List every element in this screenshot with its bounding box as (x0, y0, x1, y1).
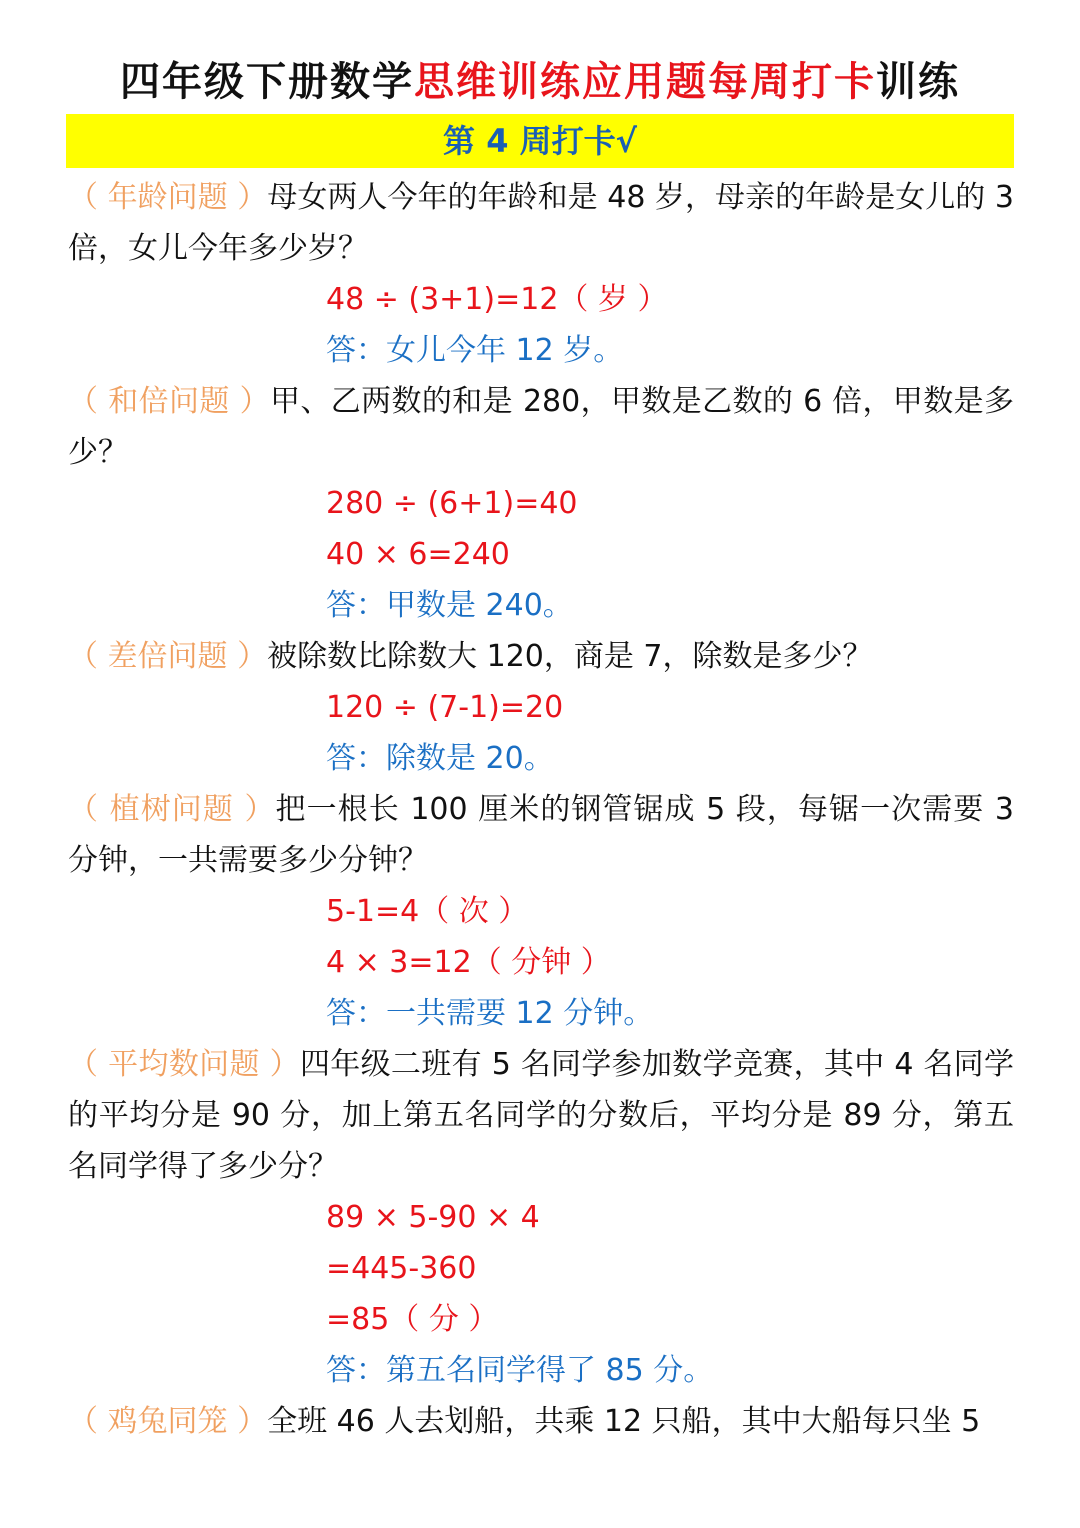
problem-average (68, 1039, 1014, 1396)
problem-difference-multiple (68, 631, 1014, 784)
problem-tag: （ 年龄问题 ） (68, 180, 268, 215)
answer-line: 答：一共需要 12 分钟。 (326, 996, 654, 1031)
problem-text: 四年级二班有 5 名同学参加数学竞赛，其中 4 名同学的平均分是 90 分，加上第五名同学的分数后，平均分是 89 分，第五名同学得了多少分？ (68, 1047, 1014, 1184)
problem-tag: （ 和倍问题 ） (68, 384, 271, 419)
problem-list (68, 172, 1014, 1447)
problem-question (68, 1039, 1014, 1192)
solution-step: 280 ÷ (6+1)=40 (326, 486, 578, 521)
problem-text: 甲、乙两数的和是 280，甲数是乙数的 6 倍，甲数是多少？ (68, 384, 1014, 470)
problem-tag: （ 鸡兔同笼 ） (68, 1404, 268, 1439)
problem-text: 被除数比除数大 120，商是 7，除数是多少？ (267, 639, 873, 674)
problem-question (68, 631, 1014, 682)
answer-line: 答：除数是 20。 (326, 741, 554, 776)
solution-step: =445-360 (326, 1251, 477, 1286)
solution-step: =85（ 分 ） (326, 1302, 499, 1337)
problem-age (68, 172, 1014, 376)
problem-tree-planting (68, 784, 1014, 1039)
solution-step: 89 × 5-90 × 4 (326, 1200, 540, 1235)
solution-step: 5-1=4（ 次 ） (326, 894, 529, 929)
problem-question (68, 172, 1014, 274)
problem-tag: （ 植树问题 ） (68, 792, 276, 827)
problem-text: 全班 46 人去划船，共乘 12 只船，其中大船每只坐 5 (267, 1404, 981, 1439)
problem-text: 把一根长 100 厘米的钢管锯成 5 段，每锯一次需要 3 分钟，一共需要多少分钟？ (68, 792, 1014, 878)
solution-step: 48 ÷ (3+1)=12（ 岁 ） (326, 282, 668, 317)
problem-tag: （ 差倍问题 ） (68, 639, 268, 674)
problem-chicken-rabbit (68, 1396, 1014, 1447)
solution-step: 4 × 3=12（ 分钟 ） (326, 945, 611, 980)
solution-step: 40 × 6=240 (326, 537, 510, 572)
answer-line: 答：第五名同学得了 85 分。 (326, 1353, 714, 1388)
problem-tag: （ 平均数问题 ） (68, 1047, 300, 1082)
page-title (0, 52, 1080, 112)
solution-step: 120 ÷ (7-1)=20 (326, 690, 564, 725)
week-banner: 第 4 周打卡√ (66, 114, 1014, 168)
title-part-2: 思维训练应用题每周打卡 (414, 59, 876, 105)
answer-line: 答：女儿今年 12 岁。 (326, 333, 624, 368)
title-part-3: 训练 (876, 59, 960, 105)
problem-question (68, 1396, 1014, 1447)
problem-question (68, 376, 1014, 478)
answer-line: 答：甲数是 240。 (326, 588, 573, 623)
problem-text: 母女两人今年的年龄和是 48 岁，母亲的年龄是女儿的 3 倍，女儿今年多少岁？ (68, 180, 1014, 266)
problem-question (68, 784, 1014, 886)
problem-sum-multiple (68, 376, 1014, 631)
title-part-1: 四年级下册数学 (120, 59, 414, 105)
